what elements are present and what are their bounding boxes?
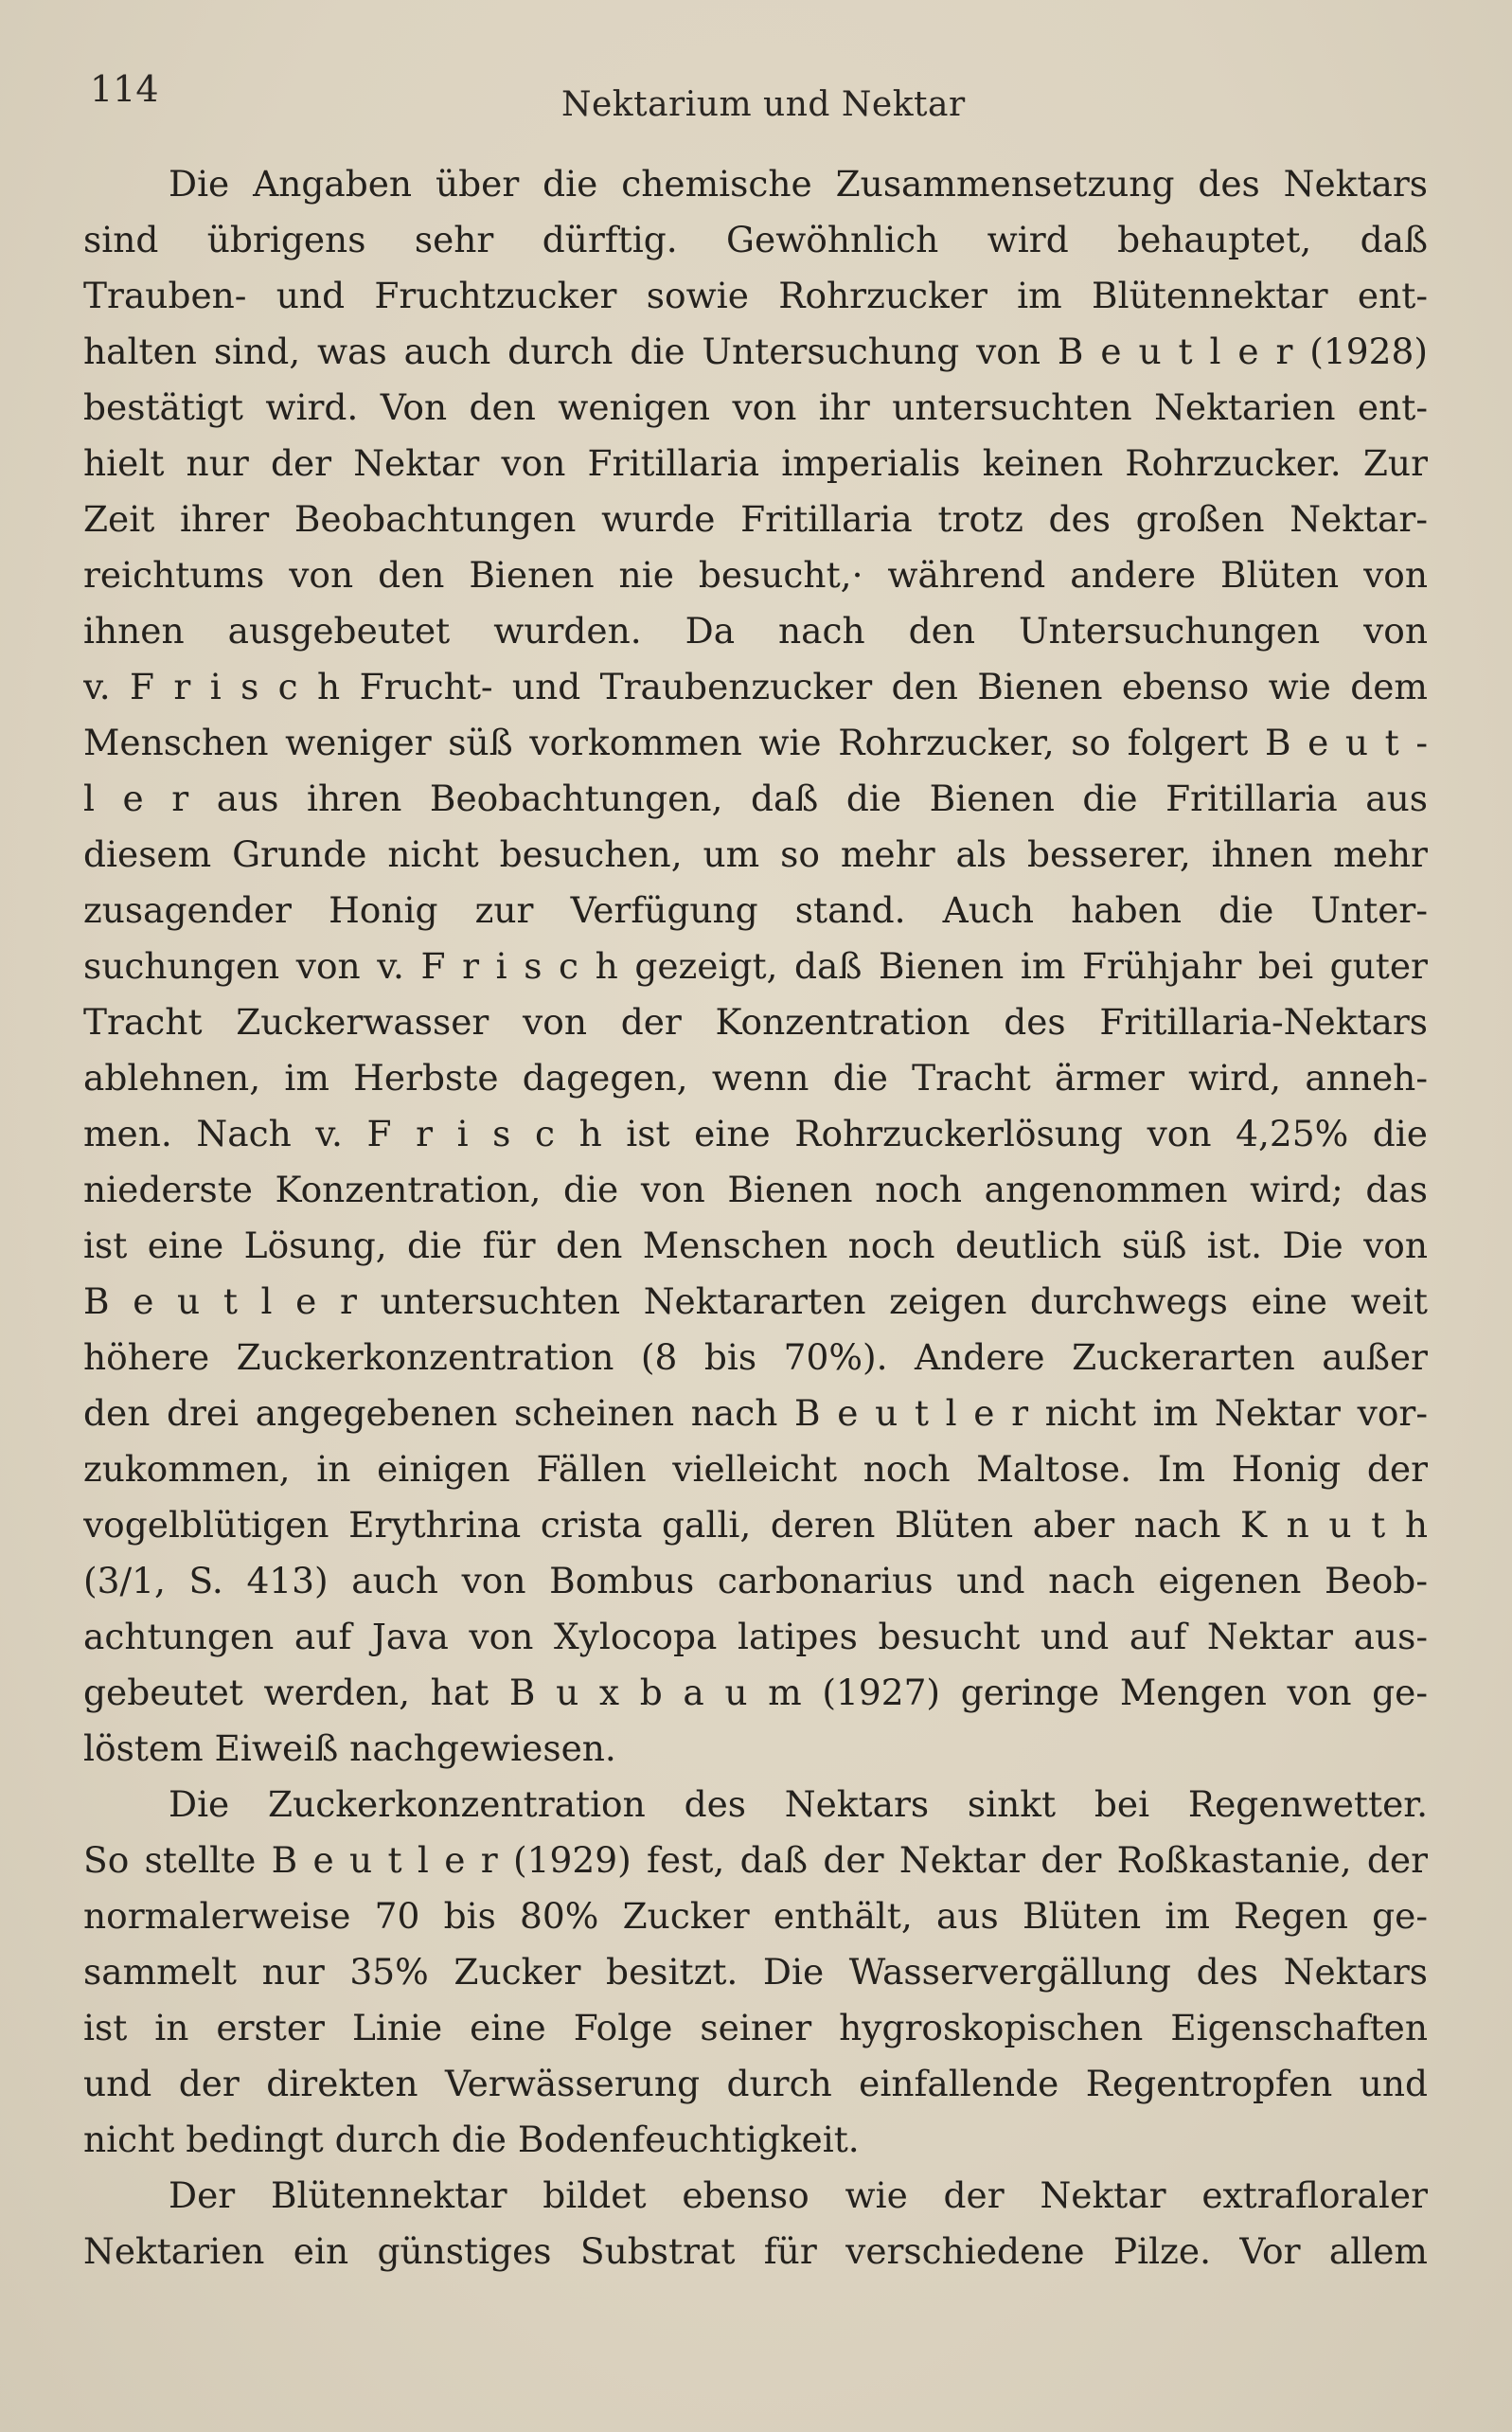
text-line: suchungen von v. F r i s c h gezeigt, daß Bienen im Frühjahr bei guter <box>83 945 1428 987</box>
text-line: ablehnen, im Herbste dagegen, wenn die Tracht ärmer wird, anneh- <box>83 1057 1428 1099</box>
text-line: nicht bedingt durch die Bodenfeuchtigkeit. <box>83 2119 860 2160</box>
text-line: So stellte B e u t l e r (1929) fest, daß der Nektar der Roßkastanie, der <box>83 1839 1428 1881</box>
text-line: ist in erster Linie eine Folge seiner hygroskopischen Eigenschaften <box>83 2007 1428 2048</box>
text-line: hielt nur der Nektar von Fritillaria imperialis keinen Rohrzucker. Zur <box>83 442 1428 484</box>
text-line: vogelblütigen Erythrina crista galli, deren Blüten aber nach K n u t h <box>83 1504 1428 1546</box>
running-head: Nektarium und Nektar <box>561 85 966 124</box>
text-line: normalerweise 70 bis 80% Zucker enthält, aus Blüten im Regen ge- <box>83 1895 1428 1937</box>
text-line: (3/1, S. 413) auch von Bombus carbonarius und nach eigenen Beob- <box>83 1560 1428 1601</box>
text-line: löstem Eiweiß nachgewiesen. <box>83 1727 616 1769</box>
text-line: den drei angegebenen scheinen nach B e u t l e r nicht im Nektar vor- <box>83 1392 1428 1434</box>
text-line: sind übrigens sehr dürftig. Gewöhnlich wird behauptet, daß <box>83 219 1428 260</box>
body-text <box>83 156 1428 2280</box>
text-line: Die Angaben über die chemische Zusammensetzung des Nektars <box>169 163 1428 205</box>
text-line: Menschen weniger süß vorkommen wie Rohrzucker, so folgert B e u t - <box>83 722 1428 763</box>
text-line: Der Blütennektar bildet ebenso wie der Nektar extrafloraler <box>169 2174 1428 2216</box>
text-line: sammelt nur 35% Zucker besitzt. Die Wasservergällung des Nektars <box>83 1951 1428 1993</box>
text-line: Die Zuckerkonzentration des Nektars sinkt bei Regenwetter. <box>169 1783 1428 1825</box>
text-line: zusagender Honig zur Verfügung stand. Auch haben die Unter- <box>83 889 1428 931</box>
text-line: l e r aus ihren Beobachtungen, daß die Bienen die Fritillaria aus <box>83 778 1428 819</box>
page-header <box>90 68 1425 125</box>
text-line: gebeutet werden, hat B u x b a u m (1927) geringe Mengen von ge- <box>83 1672 1428 1713</box>
text-line: ihnen ausgebeutet wurden. Da nach den Untersuchungen von <box>83 610 1428 652</box>
text-line: halten sind, was auch durch die Untersuchung von B e u t l e r (1928) <box>83 331 1428 372</box>
text-line: Nektarien ein günstiges Substrat für verschiedene Pilze. Vor allem <box>83 2230 1428 2272</box>
text-line: Trauben- und Fruchtzucker sowie Rohrzucker im Blütennektar ent- <box>83 275 1428 316</box>
text-line: höhere Zuckerkonzentration (8 bis 70%). Andere Zuckerarten außer <box>83 1336 1428 1378</box>
text-line: achtungen auf Java von Xylocopa latipes besucht und auf Nektar aus- <box>83 1616 1428 1657</box>
text-line: bestätigt wird. Von den wenigen von ihr untersuchten Nektarien ent- <box>83 386 1428 428</box>
text-line: Zeit ihrer Beobachtungen wurde Fritillaria trotz des großen Nektar- <box>83 498 1428 540</box>
text-line: und der direkten Verwässerung durch einfallende Regentropfen und <box>83 2063 1428 2104</box>
page-number: 114 <box>90 68 159 110</box>
text-line: diesem Grunde nicht besuchen, um so mehr als besserer, ihnen mehr <box>83 833 1428 875</box>
text-line: niederste Konzentration, die von Bienen noch angenommen wird; das <box>83 1169 1428 1210</box>
text-line: ist eine Lösung, die für den Menschen noch deutlich süß ist. Die von <box>83 1225 1428 1266</box>
text-line: reichtums von den Bienen nie besucht,· während andere Blüten von <box>83 554 1428 596</box>
text-line: men. Nach v. F r i s c h ist eine Rohrzuckerlösung von 4,25% die <box>83 1113 1428 1154</box>
text-line: Tracht Zuckerwasser von der Konzentration des Fritillaria-Nektars <box>83 1001 1428 1043</box>
text-line: v. F r i s c h Frucht- und Traubenzucker den Bienen ebenso wie dem <box>83 666 1428 707</box>
text-line: B e u t l e r untersuchten Nektararten zeigen durchwegs eine weit <box>83 1280 1428 1322</box>
text-line: zukommen, in einigen Fällen vielleicht noch Maltose. Im Honig der <box>83 1448 1428 1490</box>
